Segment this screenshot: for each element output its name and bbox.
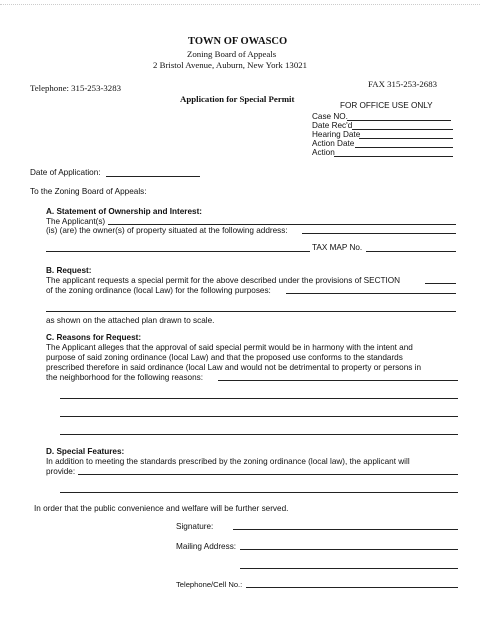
reasons-line-3[interactable] [60, 416, 458, 417]
mailing-address-line-2[interactable] [240, 568, 458, 569]
mailing-address-line-1[interactable] [240, 549, 458, 550]
section-a-applicant: The Applicant(s) [46, 217, 106, 226]
telephone: Telephone: 315-253-3283 [30, 83, 121, 93]
section-d-text-1: In addition to meeting the standards prescribed by the zoning ordinance (local law), the applicant will [46, 457, 410, 466]
salutation: To the Zoning Board of Appeals: [30, 187, 147, 196]
signature-label: Signature: [176, 522, 214, 531]
signature-line[interactable] [233, 529, 458, 530]
fax: FAX 315-253-2683 [368, 79, 437, 89]
date-of-application-line[interactable] [106, 176, 200, 177]
purposes-line-2[interactable] [46, 311, 456, 312]
applicant-line[interactable] [108, 224, 456, 225]
date-of-application-label: Date of Application: [30, 168, 101, 177]
case-no-label: Case NO. [312, 112, 348, 121]
action-label: Action [312, 148, 335, 157]
section-d-text-2: provide: [46, 467, 76, 476]
case-no-line[interactable] [347, 120, 451, 121]
tax-map-line[interactable] [366, 251, 456, 252]
reasons-line-2[interactable] [60, 398, 458, 399]
town-name: TOWN OF OWASCO [188, 36, 288, 47]
section-c-text-2: purpose of said zoning ordinance (local Law) and that the proposed use conforms to the standards [46, 353, 403, 362]
section-b-text-1: The applicant requests a special permit for the above described under the provisions of SECTION [46, 276, 401, 285]
board-name: Zoning Board of Appeals [187, 49, 277, 59]
mailing-address-label: Mailing Address: [176, 542, 237, 551]
office-use-heading: FOR OFFICE USE ONLY [340, 101, 433, 110]
section-d-heading: D. Special Features: [46, 447, 125, 456]
section-c-heading: C. Reasons for Request: [46, 333, 142, 342]
tax-map-label: TAX MAP No. [312, 243, 363, 252]
action-date-line[interactable] [355, 147, 453, 148]
section-b-text-2: of the zoning ordinance (local Law) for the following purposes: [46, 286, 271, 295]
hearing-date-label: Hearing Date [312, 130, 361, 139]
action-date-label: Action Date [312, 139, 355, 148]
closing-statement: In order that the public convenience and welfare will be further served. [34, 504, 289, 513]
address-line[interactable] [302, 233, 456, 234]
features-line-1[interactable] [78, 474, 458, 475]
features-line-2[interactable] [60, 492, 458, 493]
form-title: Application for Special Permit [180, 94, 295, 104]
section-a-owner-text: (is) (are) the owner(s) of property situated at the following address: [46, 226, 288, 235]
date-recd-label: Date Rec'd [312, 121, 353, 130]
reasons-line-1[interactable] [218, 380, 458, 381]
hearing-date-line[interactable] [359, 138, 453, 139]
date-recd-line[interactable] [352, 129, 453, 130]
purposes-line[interactable] [286, 293, 456, 294]
address-line-2[interactable] [46, 251, 310, 252]
section-c-text-4: the neighborhood for the following reasons: [46, 373, 204, 382]
telephone-cell-label: Telephone/Cell No.: [176, 580, 243, 589]
section-c-text-3: prescribed therefore in said ordinance (local Law and would not be detrimental to property or persons in [46, 363, 422, 372]
section-number-line[interactable] [425, 283, 456, 284]
telephone-cell-line[interactable] [246, 587, 458, 588]
scan-edge [0, 0, 480, 5]
section-b-heading: B. Request: [46, 266, 92, 275]
section-b-text-3: as shown on the attached plan drawn to scale. [46, 316, 215, 325]
section-a-heading: A. Statement of Ownership and Interest: [46, 207, 203, 216]
board-address: 2 Bristol Avenue, Auburn, New York 13021 [153, 60, 308, 70]
section-c-text-1: The Applicant alleges that the approval of said special permit would be in harmony with the intent and [46, 343, 413, 352]
action-line[interactable] [334, 156, 453, 157]
reasons-line-4[interactable] [60, 434, 458, 435]
